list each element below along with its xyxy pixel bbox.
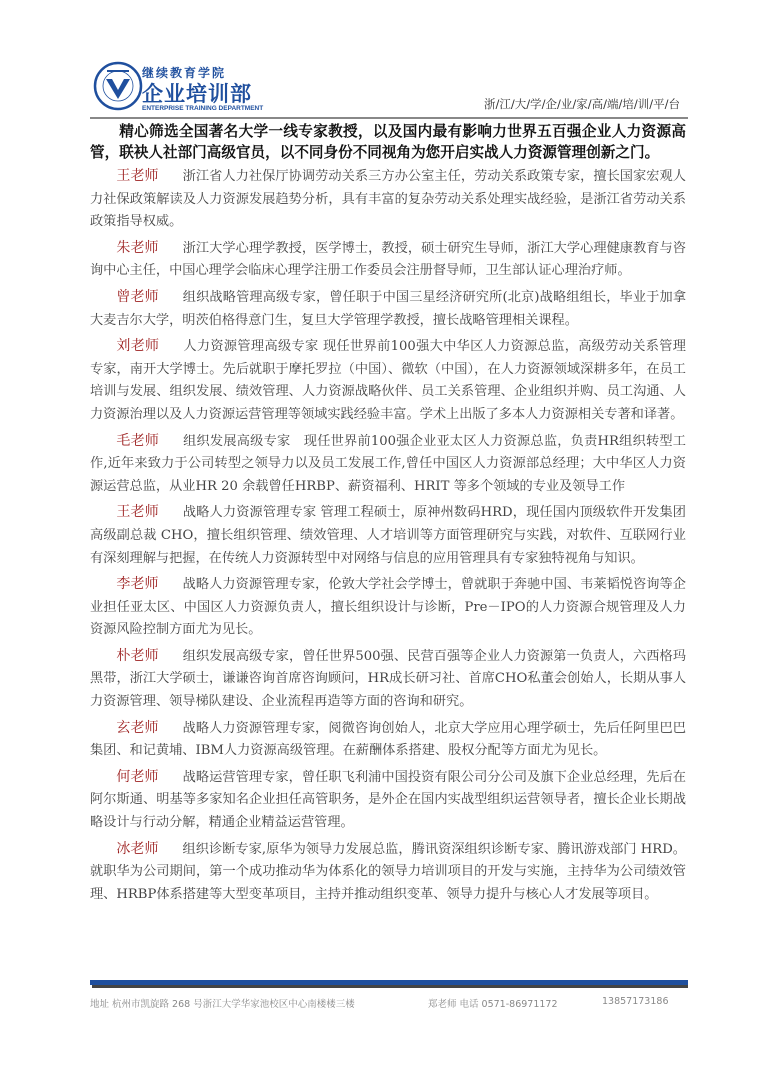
teacher-bio bbox=[90, 237, 686, 283]
teacher-description: 战略人力资源管理专家 管理工程硕士，原神州数码HRD，现任国内顶级软件开发集团高级副总裁 CHO，擅长组织管理、绩效管理、人才培训等方面管理研究与实践，对软件、互联网行业有深刻理解与把握，在传统人力资源转型中对网络与信息的应用管理具有专家独特视角与知识。 bbox=[90, 505, 686, 566]
teacher-description: 战略运营管理专家，曾任职飞利浦中国投资有限公司分公司及旗下企业总经理，先后在阿尔斯通、明基等多家知名企业担任高管职务，是外企在国内实战型组织运营领导者，擅长企业长期战略设计与行动分解，精通企业精益运营管理。 bbox=[90, 769, 686, 831]
teacher-list bbox=[90, 165, 686, 906]
teacher-description: 人力资源管理高级专家 现任世界前100强大中华区人力资源总监，高级劳动关系管理专家，南开大学博士。先后就职于摩托罗拉（中国）、微软（中国），在人力资源领域深耕多年，在员工培训与发展、组织发展、绩效管理、人力资源战略伙伴、员工关系管理、企业组织并购、员工沟通、人力资源治理以及人力资源运营管理等领域实践经验丰富。学术上出版了多本人力资源相关专著和译著。 bbox=[90, 339, 686, 422]
teacher-bio bbox=[90, 501, 686, 570]
brand-english: ENTERPRISE TRAINING DEPARTMENT bbox=[142, 105, 264, 112]
teacher-description: 战略人力资源管理专家，阅微咨询创始人，北京大学应用心理学硕士，先后任阿里巴巴集团、和记黄埔、IBM人力资源高级管理。在薪酬体系搭建、股权分配等方面尤为见长。 bbox=[90, 720, 686, 759]
teacher-name: 李老师 bbox=[116, 576, 159, 593]
teacher-bio bbox=[90, 430, 686, 499]
teacher-description: 浙江大学心理学教授，医学博士，教授，硕士研究生导师，浙江大学心理健康教育与咨询中心主任，中国心理学会临床心理学注册工作委员会注册督导师，卫生部认证心理治疗师。 bbox=[90, 240, 686, 279]
zju-logo-icon bbox=[93, 61, 143, 111]
header-tagline: 浙/江/大/学/企/业/家/高/端/培/训/平/台 bbox=[484, 97, 680, 111]
teacher-bio bbox=[90, 838, 686, 907]
teacher-bio bbox=[90, 645, 686, 714]
brand-title: 企业培训部 bbox=[142, 82, 252, 106]
teacher-name: 刘老师 bbox=[116, 338, 160, 355]
teacher-name: 王老师 bbox=[116, 504, 159, 521]
teacher-name: 朴老师 bbox=[116, 647, 159, 664]
teacher-bio bbox=[90, 335, 686, 426]
teacher-name: 玄老师 bbox=[116, 719, 159, 736]
teacher-bio bbox=[90, 286, 686, 332]
teacher-name: 毛老师 bbox=[116, 432, 160, 449]
teacher-bio bbox=[90, 766, 686, 835]
teacher-name: 朱老师 bbox=[116, 239, 159, 256]
teacher-description: 战略人力资源管理专家，伦敦大学社会学博士，曾就职于奔驰中国、韦莱韬悦咨询等企业担任亚太区、中国区人力资源负责人，擅长组织设计与诊断，Pre－IPO的人力资源合规管理及人力资源风险控制方面尤为见长。 bbox=[90, 577, 686, 638]
document-body bbox=[90, 121, 686, 909]
header-divider bbox=[90, 117, 688, 119]
teacher-bio bbox=[90, 717, 686, 763]
teacher-bio bbox=[90, 165, 686, 234]
teacher-name: 冰老师 bbox=[116, 840, 159, 857]
footer-divider-shadow bbox=[92, 985, 688, 988]
teacher-bio bbox=[90, 573, 686, 642]
teacher-description: 组织发展高级专家，曾任世界500强、民营百强等企业人力资源第一负责人，六西格玛黑带，浙江大学硕士，谦谦咨询首席咨询顾问，HR成长研习社、首席CHO私董会创始人，长期从事人力资源管理、领导梯队建设、企业流程再造等方面的咨询和研究。 bbox=[90, 648, 687, 710]
teacher-description: 浙江省人力社保厅协调劳动关系三方办公室主任，劳动关系政策专家，擅长国家宏观人力社保政策解读及人力资源发展趋势分析，具有丰富的复杂劳动关系处理实战经验，是浙江省劳动关系政策指导权威。 bbox=[90, 169, 686, 230]
teacher-name: 王老师 bbox=[116, 168, 159, 184]
brand-subtitle: 继续教育学院 bbox=[142, 66, 227, 80]
teacher-description: 组织战略管理高级专家，曾任职于中国三星经济研究所(北京)战略组组长，毕业于加拿大麦吉尔大学，明茨伯格得意门生，复旦大学管理学教授，擅长战略管理相关课程。 bbox=[90, 289, 687, 328]
teacher-description: 组织诊断专家,原华为领导力发展总监，腾讯资深组织诊断专家、腾讯游戏部门 HRD。就职华为公司期间，第一个成功推动华为体系化的领导力培训项目的开发与实施，主持华为公司绩效管理、HRBP体系搭建等大型变革项目，主持并推动组织变革、领导力提升与核心人才发展等项目。 bbox=[90, 841, 686, 902]
footer-address: 地址 杭州市凯旋路 268 号浙江大学华家池校区中心南楼楼三楼 bbox=[90, 999, 355, 1010]
teacher-description: 组织发展高级专家 现任世界前100强企业亚太区人力资源总监，负责HR组织转型工作,近年来致力于公司转型之领导力以及员工发展工作,曾任中国区人力资源部总经理；大中华区人力资源运营总监，从业HR 20 余载曾任HRBP、薪资福利、HRIT 等多个领域的专业及领导工作 bbox=[90, 433, 686, 494]
teacher-name: 曾老师 bbox=[116, 288, 159, 305]
page-header bbox=[90, 58, 688, 118]
footer-contact: 郑老师 电话 0571-86971172 bbox=[428, 999, 558, 1010]
teacher-name: 何老师 bbox=[116, 768, 159, 785]
intro-paragraph: 精心筛选全国著名大学一线专家教授，以及国内最有影响力世界五百强企业人力资源高管，联袂人社部门高级官员，以不同身份不同视角为您开启实战人力资源管理创新之门。 bbox=[90, 123, 686, 161]
footer-mobile: 13857173186 bbox=[602, 996, 669, 1007]
